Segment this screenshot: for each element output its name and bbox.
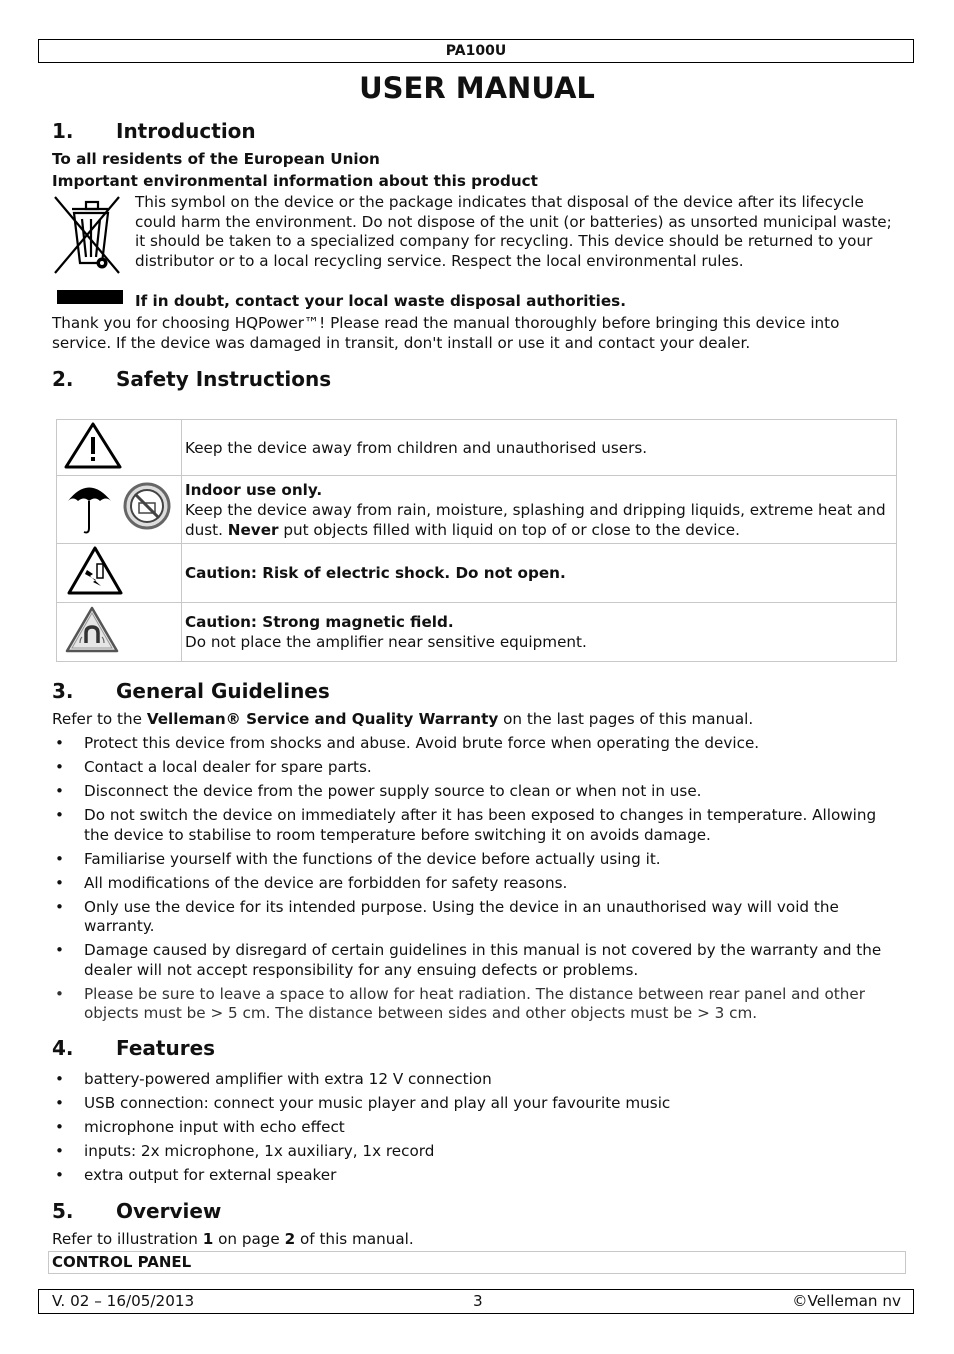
section-2-heading [52,367,331,391]
header-model [38,39,914,63]
illustration-number: 1 [202,1230,214,1248]
moisture-warning [185,500,893,540]
list-item: • battery-powered amplifier with extra 12 V connection [52,1070,902,1090]
weee-bin-icon [52,193,122,279]
magnetic-text: Do not place the amplifier near sensitive equipment. [185,633,587,651]
magnetic-warning: Caution: Strong magnetic field. [185,613,454,631]
list-item: • Familiarise yourself with the functions of the device before actually using it. [52,850,902,870]
ref-text: on page [218,1230,280,1248]
weee-description: This symbol on the device or the package indicates that disposal of the device after its lifecycle could harm the environment. Do not dispose of the unit (or batteries) as unsorted municipal waste; it should be taken to a specialized company for recycling. This device should be returned to your distributor or to a local recycling service. Respect the local environmental rules. [135,193,892,270]
list-item: • microphone input with echo effect [52,1118,902,1138]
list-item: • inputs: 2x microphone, 1x auxiliary, 1x record [52,1142,902,1162]
list-item: • Contact a local dealer for spare parts. [52,758,902,778]
umbrella-icon [57,476,181,538]
safety-row [57,420,897,476]
safety-icon-cell [57,544,182,603]
section-title: General Guidelines [116,679,330,703]
section-title: Introduction [116,119,256,143]
section-title: Safety Instructions [116,367,332,391]
thank-you-text: Thank you for choosing HQPower™! Please read the manual thoroughly before bringing this device into service. If the device was damaged in transit, don't install or use it and contact your dealer. [52,314,840,352]
section-number: 5. [52,1199,74,1223]
illustration-reference [52,1230,902,1250]
safety-row [57,476,897,544]
features-list [52,1070,902,1190]
never-emphasis: Never [227,520,279,539]
weee-black-bar [57,290,123,304]
warranty-text: Refer to the [52,710,142,728]
warning-triangle-icon [57,420,181,470]
safety-row [57,544,897,603]
section-5-heading [52,1199,221,1223]
section-1-heading [52,119,256,143]
section-number: 4. [52,1036,74,1060]
indoor-use-label: Indoor use only. [185,480,323,499]
page-title: USER MANUAL [359,71,595,105]
copyright: ©Velleman nv [792,1292,901,1310]
safety-row [57,603,897,662]
list-item: • Damage caused by disregard of certain guidelines in this manual is not covered by the warranty and the dealer will not accept responsibility for any ensuing defects or problems. [52,941,902,980]
page-number: 3 [473,1292,483,1310]
magnetic-field-icon [57,603,181,656]
guidelines-list [52,734,902,1028]
control-panel-header: CONTROL PANEL [48,1251,906,1274]
list-item: • Only use the device for its intended purpose. Using the device in an unauthorised way will void the warranty. [52,898,902,937]
weee-disposal-note: If in doubt, contact your local waste disposal authorities. [135,292,626,310]
warranty-name: Velleman® Service and Quality Warranty [146,710,499,728]
safety-icon-cell [57,420,182,476]
version-date: V. 02 – 16/05/2013 [52,1292,195,1310]
list-item: • Disconnect the device from the power supply source to clean or when not in use. [52,782,902,802]
section-3-heading [52,679,330,703]
list-item: • Please be sure to leave a space to allow for heat radiation. The distance between rear panel and other objects must be > 5 cm. The distance between sides and other objects must be > 3 cm. [52,985,902,1024]
section-4-heading [52,1036,215,1060]
section-number: 1. [52,119,74,143]
safety-text-cell [182,420,897,476]
eu-residents-heading: To all residents of the European Union [52,150,380,168]
list-item: • Protect this device from shocks and abuse. Avoid brute force when operating the device. [52,734,902,754]
section-number: 3. [52,679,74,703]
safety-table [56,419,897,662]
electric-shock-icon [57,544,181,597]
section-number: 2. [52,367,74,391]
safety-icon-cell [57,603,182,662]
section-title: Overview [116,1199,222,1223]
list-item: • USB connection: connect your music player and play all your favourite music [52,1094,902,1114]
safety-icon-cell [57,476,182,544]
ref-text-end: of this manual. [300,1230,414,1248]
page-number-ref: 2 [284,1230,296,1248]
safety-text-cell [182,476,897,544]
list-item: • extra output for external speaker [52,1166,902,1186]
shock-warning: Caution: Risk of electric shock. Do not open. [185,564,566,582]
section-title: Features [116,1036,216,1060]
env-info-heading: Important environmental information about this product [52,172,538,190]
safety-text-cell [182,603,897,662]
ref-text: Refer to illustration [52,1230,198,1248]
warranty-text-end: on the last pages of this manual. [503,710,754,728]
safety-text-cell [182,544,897,603]
list-item: • All modifications of the device are forbidden for safety reasons. [52,874,902,894]
list-item: • Do not switch the device on immediately after it has been exposed to changes in temperature. Allowing the device to stabilise to room temperature before switching it on avoids damage. [52,806,902,845]
moisture-text-end: put objects filled with liquid on top of or close to the device. [283,520,740,539]
moisture-text: Keep the device away from rain, moisture, splashing and dripping liquids, extreme heat and dust. [185,500,886,539]
safety-text: Keep the device away from children and unauthorised users. [185,438,648,457]
model-label: PA100U [445,43,507,59]
page-footer [38,1289,914,1314]
warranty-reference [52,710,902,730]
